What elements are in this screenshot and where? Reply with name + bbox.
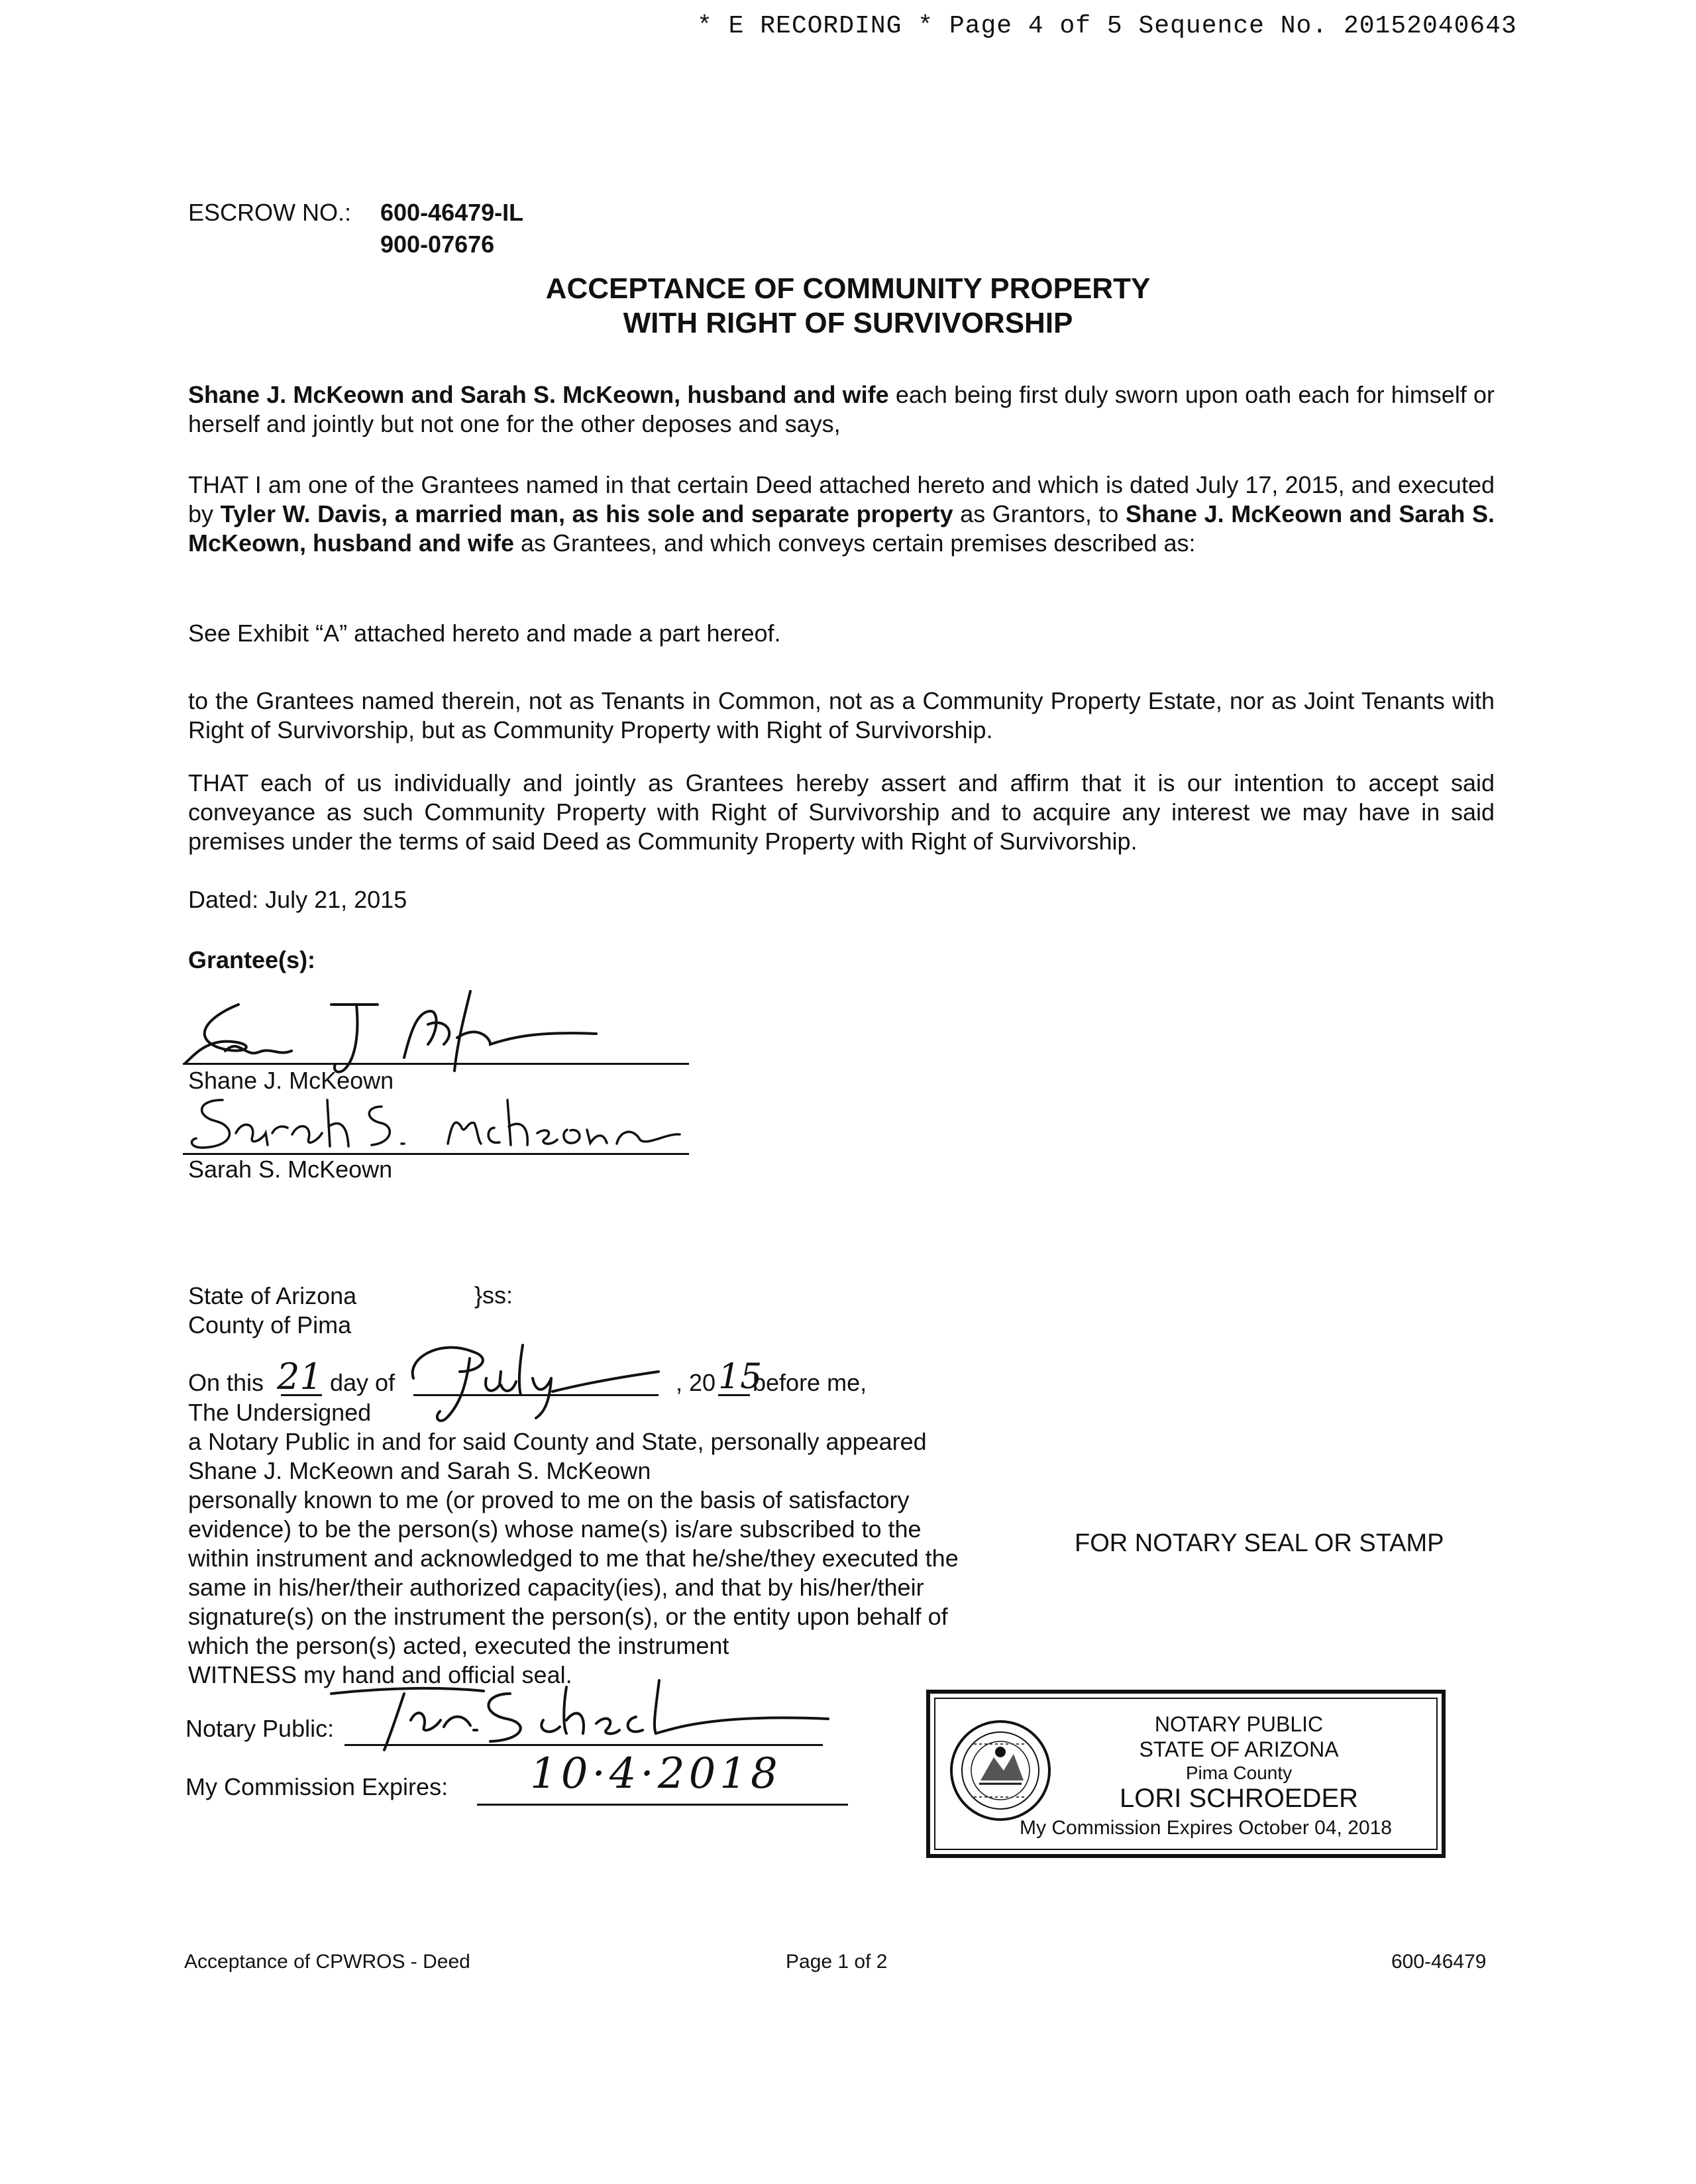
ack-line: within instrument and acknowledged to me that he/she/they executed the <box>188 1545 959 1572</box>
commission-expires-handwritten: 10·4·2018 <box>530 1749 782 1798</box>
venue-ss: }ss: <box>474 1282 513 1309</box>
year-prefix-text: , 20 <box>676 1369 716 1396</box>
grantee-names: Shane J. McKeown and Sarah S. McKeown, husband and wife <box>188 500 1495 557</box>
commission-line <box>477 1804 848 1806</box>
affiants-names: Shane J. McKeown and Sarah S. McKeown, husband and wife <box>188 381 889 408</box>
handwritten-year: 15 <box>718 1357 763 1397</box>
commission-expires-label: My Commission Expires: <box>186 1773 449 1800</box>
document-title-line1: ACCEPTANCE OF COMMUNITY PROPERTY <box>545 272 1151 305</box>
grantee-name-2: Sarah S. McKeown <box>188 1156 393 1183</box>
notary-signature-line <box>344 1744 823 1746</box>
recording-header: * E RECORDING * Page 4 of 5 Sequence No. 20152040643 <box>697 12 1517 40</box>
year-underline <box>718 1394 750 1396</box>
escrow-block <box>188 199 524 227</box>
ack-line: signature(s) on the instrument the person(s), or the entity upon behalf of <box>188 1603 948 1630</box>
dated-line: Dated: July 21, 2015 <box>188 886 407 913</box>
notary-public-label: Notary Public: <box>186 1715 335 1742</box>
notary-stamp <box>926 1690 1446 1858</box>
paragraph-affirmation: THAT each of us individually and jointly as Grantees hereby assert and affirm that it is our intention to accept said conveyance as such Community Property with Right of Survivorship and to acquire any interest we may have in said premises under the terms of said Deed as Community Property with Right of Survivorship. <box>188 769 1495 855</box>
ack-line: personally known to me (or proved to me on the basis of satisfactory <box>188 1486 910 1513</box>
deed-text-b: as Grantors, to <box>953 500 1126 527</box>
signature-line-2 <box>183 1153 689 1155</box>
before-me-text: before me, <box>753 1369 867 1396</box>
stamp-line-2: STATE OF ARIZONA <box>1139 1737 1339 1761</box>
footer-page-number: Page 1 of 2 <box>786 1951 888 1973</box>
ack-line: a Notary Public in and for said County and State, personally appeared <box>188 1428 927 1455</box>
month-underline <box>413 1394 659 1396</box>
paragraph-grantees-deed <box>188 470 1495 558</box>
grantee-name-1: Shane J. McKeown <box>188 1067 394 1094</box>
ack-line: evidence) to be the person(s) whose name(s) is/are subscribed to the <box>188 1515 922 1543</box>
ack-line: Shane J. McKeown and Sarah S. McKeown <box>188 1457 651 1484</box>
escrow-number-1: 600-46479-IL <box>380 199 524 226</box>
on-this-text: On this <box>188 1369 264 1396</box>
arizona-state-seal-icon <box>947 1718 1053 1824</box>
notary-acknowledgment-body <box>188 1398 1063 1690</box>
venue-state: State of Arizona <box>188 1282 357 1309</box>
day-underline <box>281 1394 322 1396</box>
deed-text-a: THAT I am one of the Grantees named in that certain Deed attached hereto and which is dated July 17, 2015, and executed by <box>188 471 1495 527</box>
document-title-line2: WITH RIGHT OF SURVIVORSHIP <box>623 307 1073 339</box>
grantor-name: Tyler W. Davis, a married man, as his sole and separate property <box>220 500 953 527</box>
stamp-line-3: Pima County <box>1185 1763 1293 1783</box>
stamp-notary-name: LORI SCHROEDER <box>1119 1784 1359 1813</box>
escrow-label: ESCROW NO.: <box>188 199 352 226</box>
grantees-label: Grantee(s): <box>188 946 316 973</box>
ack-line: WITNESS my hand and official seal. <box>188 1661 572 1688</box>
ack-line: same in his/her/their authorized capacity(ies), and that by his/her/their <box>188 1574 924 1601</box>
footer-file-number: 600-46479 <box>1391 1951 1487 1973</box>
signature-line-1 <box>183 1063 689 1065</box>
affiants-text: each being first duly sworn upon oath each for himself or herself and jointly but not one for the other deposes and says, <box>188 381 1495 437</box>
paragraph-tenancy: to the Grantees named therein, not as Tenants in Common, not as a Community Property Estate, nor as Joint Tenants with Right of Survivorship, but as Community Property with Right of Survivorship. <box>188 687 1495 743</box>
stamp-line-1: NOTARY PUBLIC <box>1154 1712 1324 1736</box>
signature-notary <box>311 1667 841 1753</box>
footer-document-name: Acceptance of CPWROS - Deed <box>184 1951 470 1973</box>
notary-stamp-inner-border <box>934 1698 1438 1850</box>
stamp-commission-expiry: My Commission Expires October 04, 2018 <box>1020 1817 1392 1839</box>
paragraph-affiants <box>188 380 1495 439</box>
ack-line: The Undersigned <box>188 1399 372 1426</box>
seal-placeholder-label: FOR NOTARY SEAL OR STAMP <box>1075 1529 1444 1557</box>
ack-line: which the person(s) acted, executed the instrument <box>188 1632 729 1659</box>
escrow-number-2: 900-07676 <box>380 231 495 258</box>
day-of-text: day of <box>330 1369 396 1396</box>
acknowledgment-date-line <box>188 1356 867 1397</box>
handwritten-day: 21 <box>277 1356 323 1397</box>
signature-sarah <box>183 1087 686 1153</box>
venue-county: County of Pima <box>188 1311 352 1338</box>
paragraph-exhibit: See Exhibit “A” attached hereto and made a part hereof. <box>188 620 781 647</box>
deed-text-c: as Grantees, and which conveys certain premises described as: <box>514 529 1196 557</box>
